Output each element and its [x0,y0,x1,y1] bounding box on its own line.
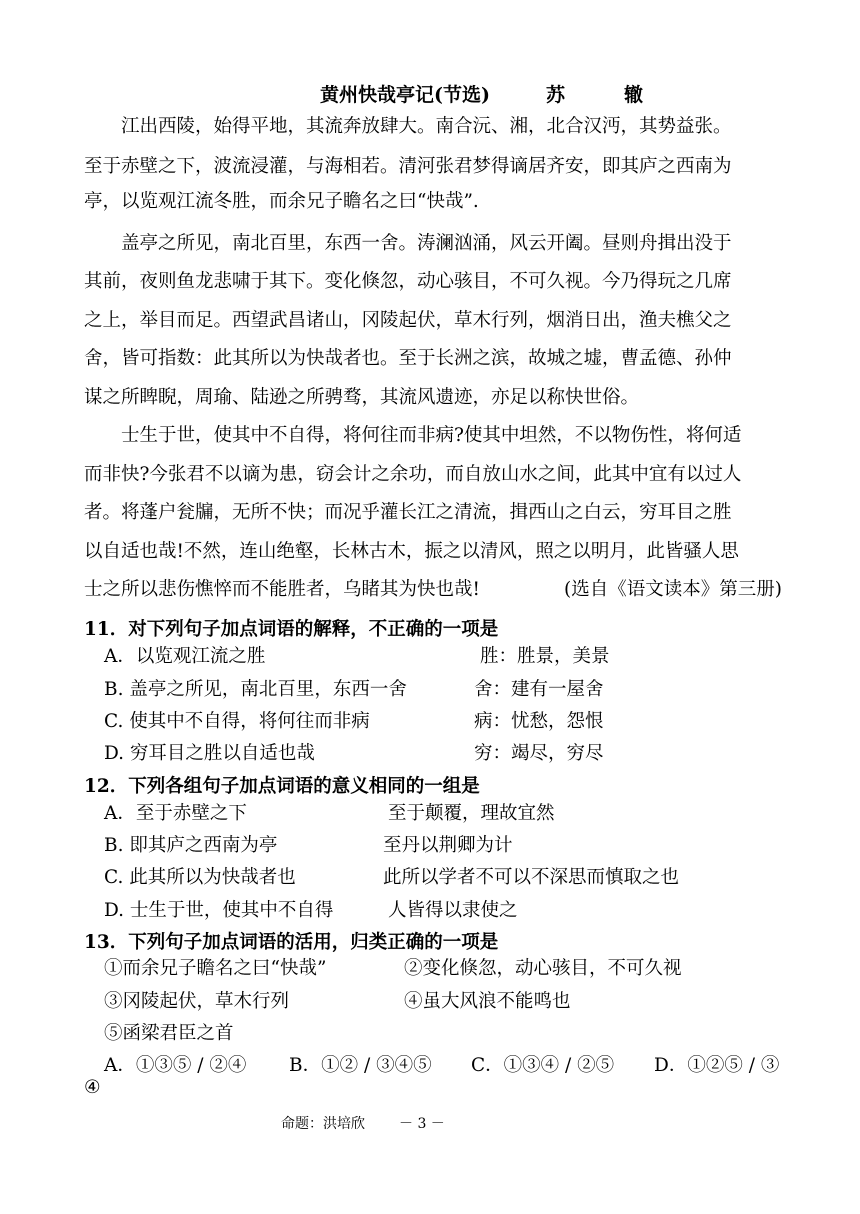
q13-item-2: ②变化倏忽，动心骇目，不可久视 [404,958,682,979]
page-number: － 3 － [399,1116,445,1132]
q13-choice-d-wrap: ④ [84,1077,101,1098]
q13-item-4: ④虽大风浪不能鸣也 [404,991,571,1012]
passage-title: 黄州快哉亭记(节选) [320,84,490,106]
passage-source: (选自《语文读本》第三册) [564,579,782,600]
passage-line: 士生于世，使其中不自得，将何往而非病?使其中坦然，不以物伤性，将何适 [121,425,742,446]
q13-item-1: ①而余兄子瞻名之曰“快哉” [104,958,327,979]
question-13-head: 13．下列句子加点词语的活用，归类正确的一项是 [84,932,499,953]
q11-option-a: A．以览观江流之胜 [104,646,266,667]
q13-item-5: ⑤函梁君臣之首 [104,1023,234,1044]
passage-title-line [320,80,663,107]
q11-gloss-d: 穷：竭尽，穷尽 [474,743,604,764]
passage-line: 亭，以览观江流冬胜，而余兄子瞻名之曰“快哉”. [84,191,479,212]
passage-line: 至于赤壁之下，波流浸灌，与海相若。清河张君梦得谪居齐安，即其庐之西南为 [84,156,732,177]
passage-line: 之上，举目而足。西望武昌诸山，冈陵起伏，草木行列，烟消日出，渔夫樵父之 [84,310,732,331]
q13-choice-b: B．①② / ③④⑤ [289,1055,432,1076]
q13-choice-d: D．①②⑤ / ③ [654,1055,780,1076]
q11-gloss-a: 胜：胜景，美景 [480,646,610,667]
passage-line: 江出西陵，始得平地，其流奔放肆大。南合沅、湘，北合汉沔，其势益张。 [121,116,732,137]
passage-line: 而非快?今张君不以谪为患，窃会计之余功，而自放山水之间，此其中宜有以过人 [84,464,742,485]
q12-option-b-left: B. 即其庐之西南为亭 [104,835,278,856]
page-footer [281,1113,445,1133]
q11-option-c: C. 使其中不自得，将何往而非病 [104,711,370,732]
q12-option-b-right: 至丹以荆卿为计 [383,835,513,856]
q13-choice-c: C．①③④ / ②⑤ [471,1055,615,1076]
q11-option-d: D. 穷耳目之胜以自适也哉 [104,743,315,764]
question-11-head: 11．对下列句子加点词语的解释，不正确的一项是 [84,619,499,640]
passage-line: 谋之所睥睨，周瑜、陆逊之所骋骛，其流风遗迹，亦足以称快世俗。 [84,387,640,408]
q11-gloss-c: 病：忧愁，怨恨 [474,711,604,732]
q12-option-c-right: 此所以学者不可以不深思而慎取之也 [383,867,680,888]
question-12-head: 12．下列各组句子加点词语的意义相同的一组是 [84,776,480,797]
passage-line: 其前，夜则鱼龙悲啸于其下。变化倏忽，动心骇目，不可久视。今乃得玩之几席 [84,271,732,292]
q11-gloss-b: 舍：建有一屋舍 [474,679,604,700]
q12-option-d-right: 人皆得以隶使之 [388,900,518,921]
q13-item-3: ③冈陵起伏，草木行列 [104,991,290,1012]
q12-option-c-left: C. 此其所以为快哉者也 [104,867,296,888]
passage-author: 苏 辙 [545,84,663,106]
passage-line: 士之所以悲伤憔悴而不能胜者，乌睹其为快也哉! [84,579,480,600]
footer-setter: 命题：洪培欣 [281,1116,365,1132]
passage-line: 者。将蓬户瓮牖，无所不快；而况乎灌长江之清流，揖西山之白云，穷耳目之胜 [84,502,732,523]
q11-option-b: B. 盖亭之所见，南北百里，东西一舍 [104,679,407,700]
passage-line: 以自适也哉!不然，连山绝壑，长林古木，振之以清风，照之以明月，此皆骚人思 [84,541,739,562]
q12-option-d-left: D. 士生于世，使其中不自得 [104,900,334,921]
q13-choice-a: A．①③⑤ / ②④ [104,1055,247,1076]
q12-option-a-right: 至于颠覆，理故宜然 [388,803,555,824]
q12-option-a-left: A．至于赤壁之下 [104,803,247,824]
passage-line: 盖亭之所见，南北百里，东西一舍。涛澜汹涌，风云开阖。昼则舟揖出没于 [121,233,732,254]
passage-line: 舍，皆可指数：此其所以为快哉者也。至于长洲之滨，故城之墟，曹孟德、孙仲 [84,348,732,369]
